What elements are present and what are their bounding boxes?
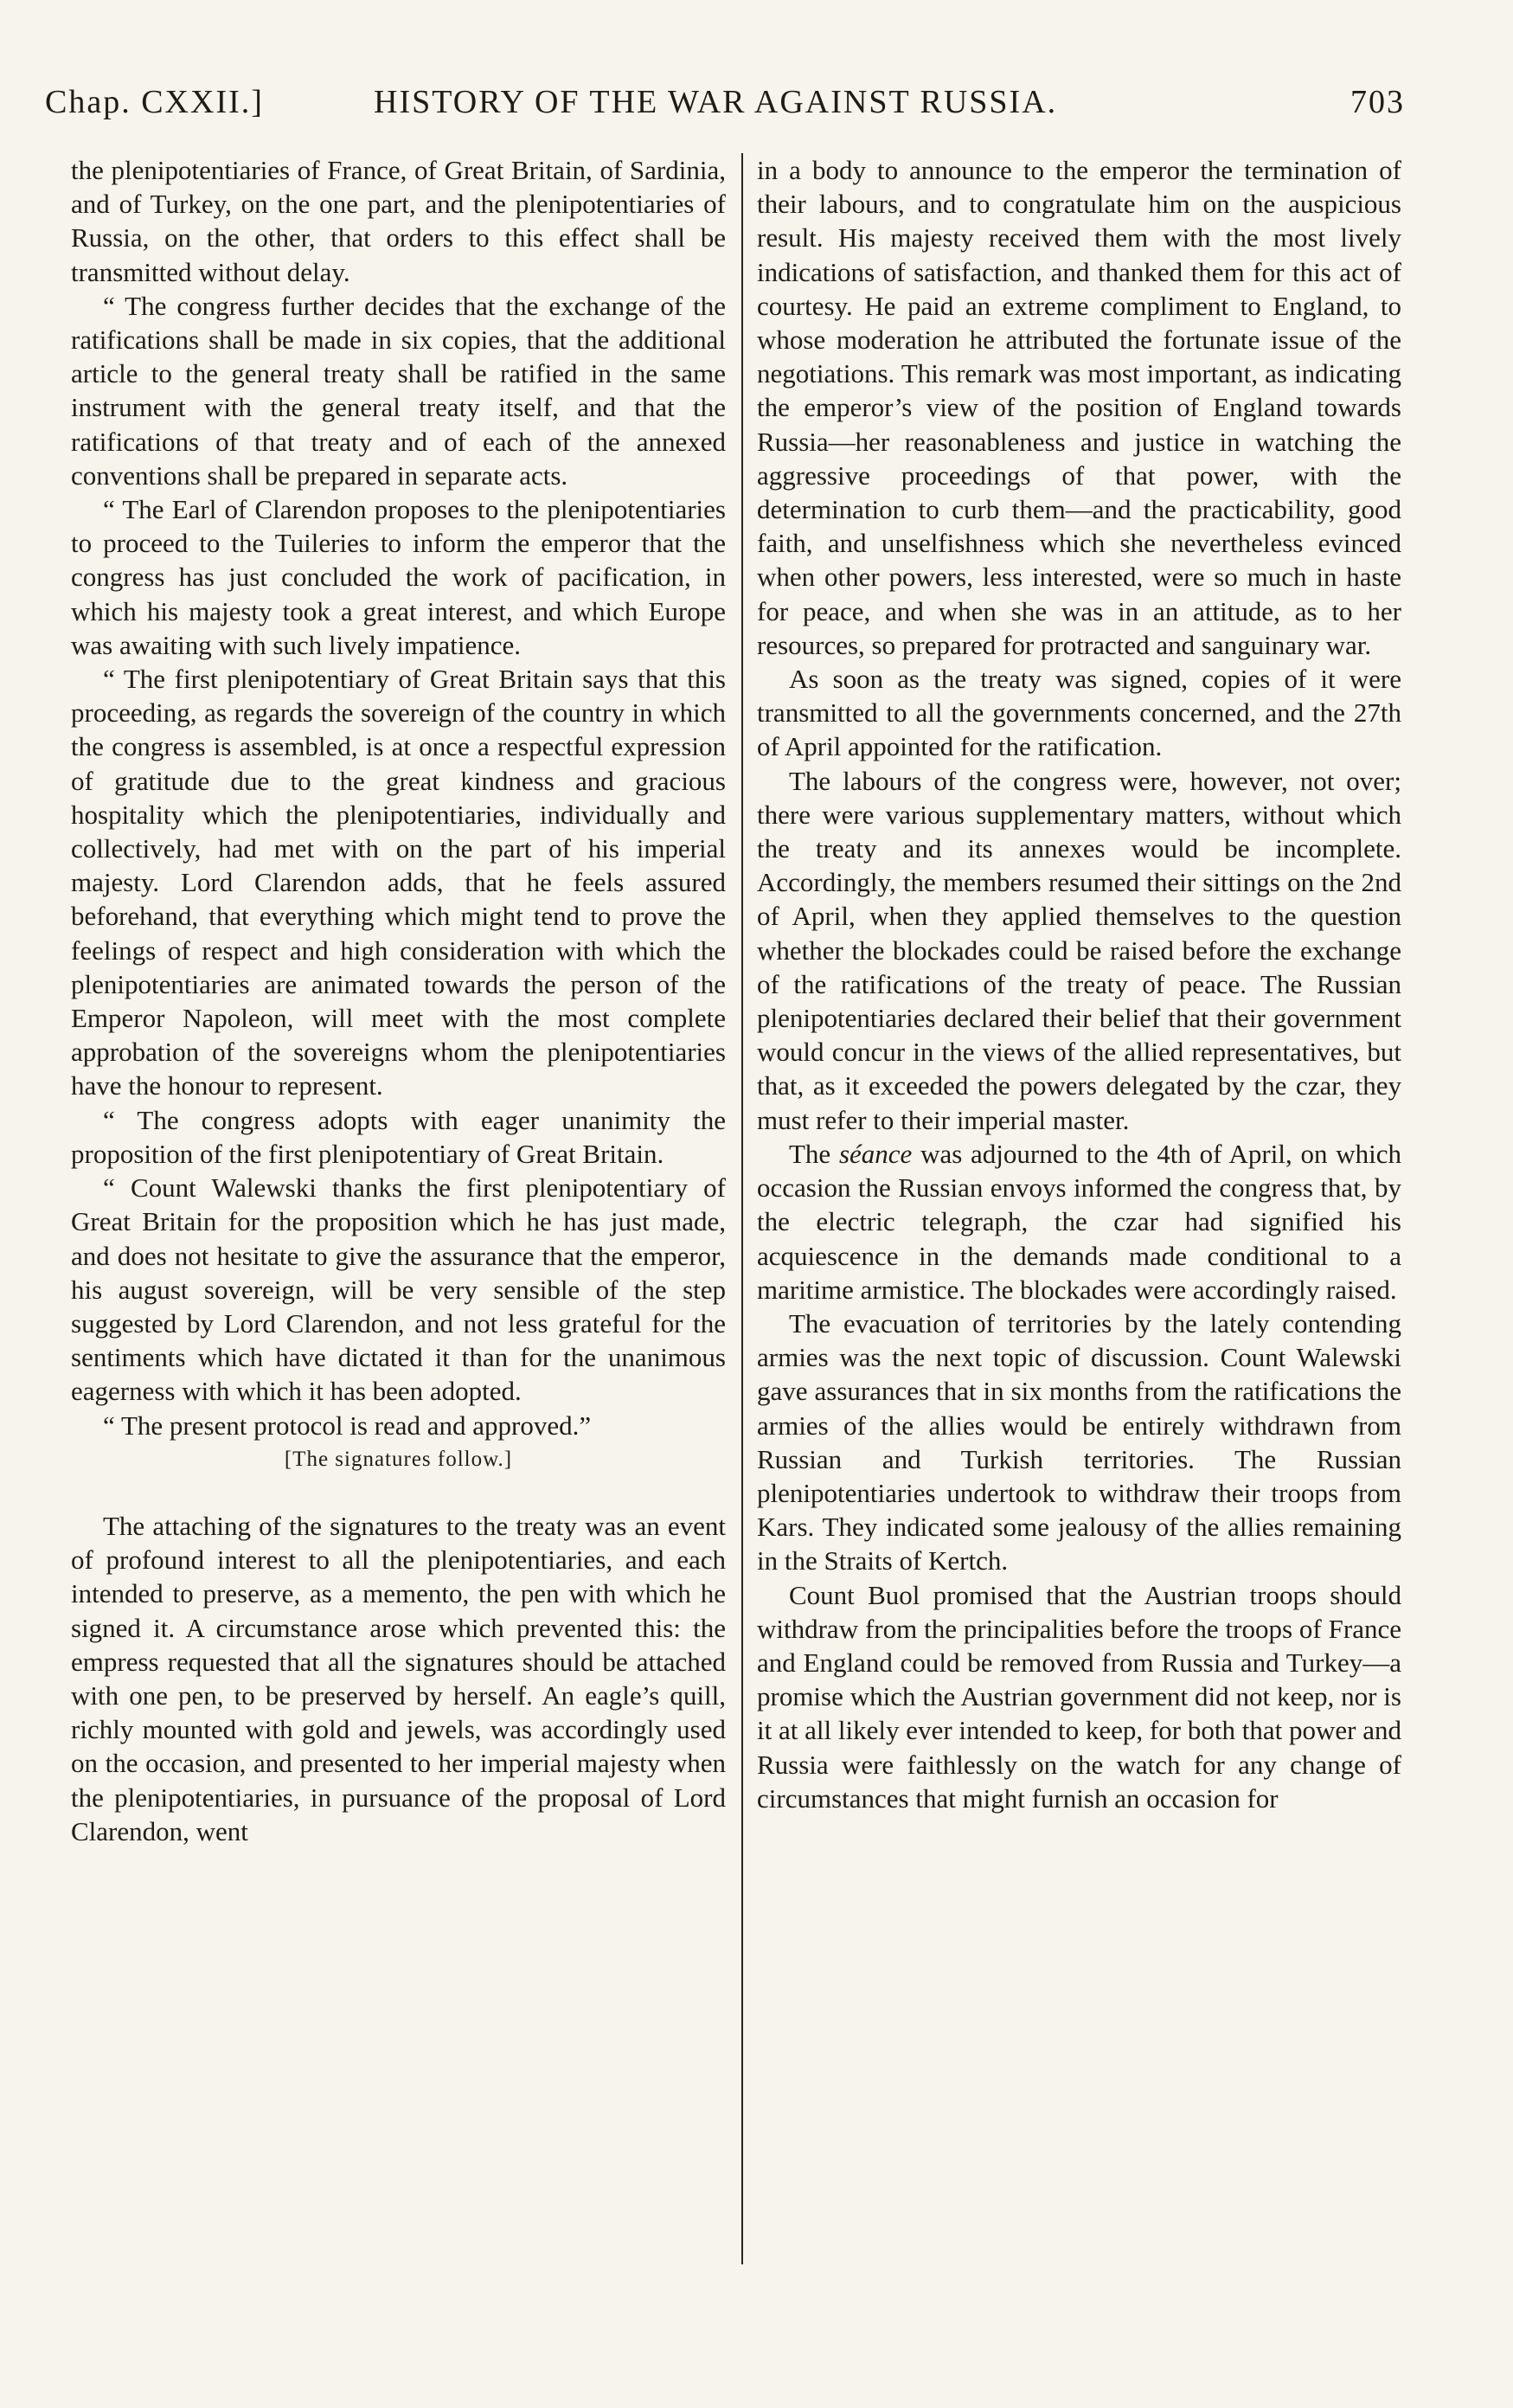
paragraph: the plenipotentiaries of France, of Great Britain, of Sardinia, and of Turkey, on the one part, and the plenipotentiaries of Russia, on the other, that orders to this effect shall be transmitted without delay. (71, 155, 726, 287)
signatures-note: [The signatures follow.] (284, 1447, 513, 1471)
paragraph: The labours of the congress were, however, not over; there were various supplementary matters, without which the treaty and its annexes would be incomplete. Accordingly, the members resumed their sittings on the 2nd of April, when they applied themselves to the question whether the blockades could be raised before the exchange of the ratifications of the treaty of peace. The Russian plenipotentiaries declared their belief that their government would concur in the views of the allied representatives, but that, as it exceeded the powers delegated by the czar, they must refer to their imperial master. (757, 765, 1401, 1135)
paragraph: “ The present protocol is read and approved.” (103, 1409, 592, 1441)
chapter-label: Chap. CXXII.] (45, 84, 264, 120)
paragraph: “ The congress further decides that the exchange of the ratifications shall be made in six copies, that the additional article to the general treaty shall be ratified in the same instrument with the general treaty itself, and that the ratifications of that treaty and of each of the annexed conventions shall be prepared in separate acts. (71, 290, 726, 491)
paragraph: in a body to announce to the emperor the termination of their labours, and to congratulate him on the auspicious result. His majesty received them with the most lively indications of satisfaction, and thanked them for this act of courtesy. He paid an extreme compliment to England, to whose moderation he attributed the fortunate issue of the negotiations. This remark was most important, as indicating the emperor’s view of the position of England towards Russia—her reasonableness and justice in watching the aggressive proceedings of that power, with the determination to curb them—and the practicability, good faith, and unselfishness which she nevertheless evinced when other powers, less interested, were so much in haste for peace, and when she was in an attitude, as to her resources, so prepared for protracted and sanguinary war. (757, 155, 1401, 660)
paragraph: “ The Earl of Clarendon proposes to the plenipotentiaries to proceed to the Tuileries to inform the emperor that the congress has just concluded the work of pacification, in which his majesty took a great interest, and which Europe was awaiting with such lively impatience. (71, 494, 726, 660)
paragraph: The attaching of the signatures to the treaty was an event of profound interest to all the plenipotentiaries, and each intended to preserve, as a memento, the pen with which he signed it. A circumstance arose which prevented this: the empress requested that all the signatures should be attached with one pen, to be preserved by herself. An eagle’s quill, richly mounted with gold and jewels, was accordingly used on the occasion, and presented to her imperial majesty when the plenipotentiaries, in pursuance of the proposal of Lord Clarendon, went (71, 1510, 726, 1846)
paragraph: As soon as the treaty was signed, copies of it were transmitted to all the governments concerned, and the 27th of April appointed for the ratification. (757, 664, 1401, 762)
paragraph-rest: was adjourned to the 4th of April, on which occasion the Russian envoys informed the congress that, by the electric telegraph, the czar had signified his acquiescence in the demands made conditional to a maritime armistice. The blockades were accordingly raised. (757, 1138, 1401, 1305)
paragraph (757, 1137, 1401, 1307)
paragraph: “ Count Walewski thanks the first plenipotentiary of Great Britain for the proposition which he has just made, and does not hesitate to give the assurance that the emperor, his august sovereign, will be very sensible of the step suggested by Lord Clarendon, and not less grateful for the sentiments which have dictated it than for the unanimous eagerness with which it has been adopted. (71, 1172, 726, 1407)
paragraph: Count Buol promised that the Austrian troops should withdraw from the principalities before the troops of France and England could be removed from Russia and Turkey—a promise which the Austrian government did not keep, nor is it at all likely ever intended to keep, for both that power and Russia were faithlessly on the watch for any change of circumstances that might furnish an occasion for (757, 1579, 1401, 1814)
paragraph: “ The first plenipotentiary of Great Britain says that this proceeding, as regards the sovereign of the country in which the congress is assembled, is at once a respectful expression of gratitude due to the great kindness and gracious hospitality which the plenipotentiaries, individually and collectively, had met with on the part of his imperial majesty. Lord Clarendon adds, that he feels assured beforehand, that everything which might tend to prove the feelings of respect and high consideration with which the plenipotentiaries are animated towards the person of the Emperor Napoleon, will meet with the most complete approbation of the sovereigns whom the plenipotentiaries have the honour to represent. (71, 664, 726, 1101)
section-gap (71, 1476, 726, 1509)
italic-term: séance (838, 1138, 913, 1169)
column-divider (741, 153, 743, 2264)
paragraph-lead: The (789, 1138, 839, 1169)
right-column (757, 153, 1401, 2356)
page-header (45, 83, 1405, 126)
page-number: 703 (1350, 84, 1405, 120)
paragraph: The evacuation of territories by the lately contending armies was the next topic of discussion. Count Walewski gave assurances that in six months from the ratifications the armies of the allies would be entirely withdrawn from Russian and Turkish territories. The Russian plenipotentiaries undertook to withdraw their troops from Kars. They indicated some jealousy of the allies remaining in the Straits of Kertch. (757, 1307, 1401, 1576)
running-title: HISTORY OF THE WAR AGAINST RUSSIA. (374, 84, 1058, 120)
paragraph: “ The congress adopts with eager unanimity the proposition of the first plenipotentiary of Great Britain. (71, 1104, 726, 1169)
left-column (71, 153, 726, 2356)
